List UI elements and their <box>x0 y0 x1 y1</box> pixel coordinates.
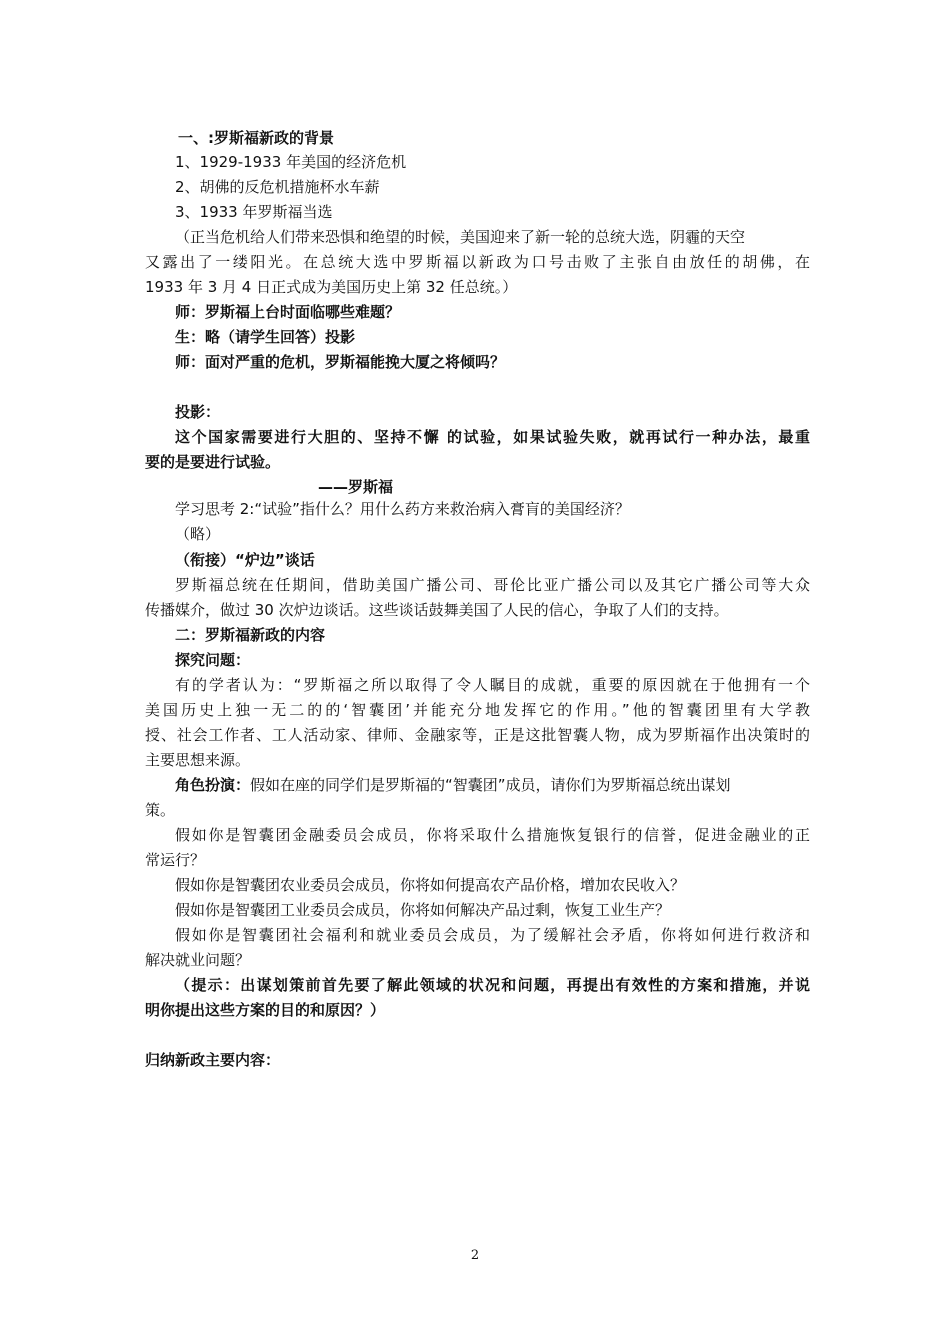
projection-label: 投影： <box>175 403 221 421</box>
page-number: 2 <box>470 1248 480 1263</box>
hint-line-1: （提示：出谋划策前首先要了解此领域的状况和问题，再提出有效性的方案和措施，并说 <box>175 976 810 994</box>
section1-note-line-2: 又露出了一缕阳光。在总统大选中罗斯福以新政为口号击败了主张自由放任的胡佛，在 <box>145 253 810 271</box>
fireside-text-line-1: 罗斯福总统在任期间，借助美国广播公司、哥伦比亚广播公司以及其它广播公司等大众 <box>175 576 810 594</box>
section1-title: 一、:罗斯福新政的背景 <box>178 129 334 147</box>
role-play-text: 假如在座的同学们是罗斯福的“智囊团”成员，请你们为罗斯福总统出谋划 <box>250 776 731 794</box>
welfare-question-line-2: 解决就业问题？ <box>145 951 251 969</box>
agriculture-question: 假如你是智囊团农业委员会成员，你将如何提高农产品价格，增加农民收入？ <box>175 876 686 894</box>
finance-question-line-2: 常运行？ <box>145 851 206 869</box>
fireside-text-line-2: 传播媒介，做过 30 次炉边谈话。这些谈话鼓舞美国了人民的信心，争取了人们的支持。 <box>145 601 729 619</box>
inquiry-label: 探究问题： <box>175 651 251 669</box>
student-answer: 生：略（请学生回答）投影 <box>175 328 356 346</box>
study-question-2: 学习思考 2:“试验”指什么？用什么药方来救治病入膏肓的美国经济？ <box>175 500 630 518</box>
scholar-quote-line-3: 授、社会工作者、工人活动家、律师、金融家等，正是这批智囊人物，成为罗斯福作出决策时的 <box>145 726 810 744</box>
role-play-line-1 <box>175 774 810 796</box>
role-play-line-2: 策。 <box>145 801 176 819</box>
quote-attribution: ——罗斯福 <box>318 478 394 496</box>
section1-item-1: 1、1929-1933 年美国的经济危机 <box>175 153 407 171</box>
section1-item-3: 3、1933 年罗斯福当选 <box>175 203 333 221</box>
teacher-question-2: 师：面对严重的危机，罗斯福能挽大厦之将倾吗？ <box>175 353 506 371</box>
finance-question-line-1: 假如你是智囊团金融委员会成员，你将采取什么措施恢复银行的信誉，促进金融业的正 <box>175 826 810 844</box>
hint-line-2: 明你提出这些方案的目的和原因？） <box>145 1001 386 1019</box>
scholar-quote-line-4: 主要思想来源。 <box>145 751 251 769</box>
welfare-question-line-1: 假如你是智囊团社会福利和就业委员会成员，为了缓解社会矛盾，你将如何进行救济和 <box>175 926 810 944</box>
fireside-chat-heading: （衔接）“炉边”谈话 <box>175 551 315 569</box>
section1-note-line-3: 1933 年 3 月 4 日正式成为美国历史上第 32 任总统。） <box>145 278 518 296</box>
section1-item-2: 2、胡佛的反危机措施杯水车薪 <box>175 178 380 196</box>
summary-label: 归纳新政主要内容： <box>145 1051 281 1069</box>
section2-title: 二：罗斯福新政的内容 <box>175 626 326 644</box>
study-answer: （略） <box>175 525 221 543</box>
section1-note-line-1: （正当危机给人们带来恐惧和绝望的时候，美国迎来了新一轮的总统大选，阴霾的天空 <box>175 228 746 246</box>
scholar-quote-line-2: 美国历史上独一无二的的‘智囊团’并能充分地发挥它的作用。”他的智囊团里有大学教 <box>145 701 810 719</box>
teacher-question-1: 师：罗斯福上台时面临哪些难题？ <box>175 303 401 321</box>
roosevelt-quote-line-2: 要的是要进行试验。 <box>145 453 281 471</box>
roosevelt-quote-line-1: 这个国家需要进行大胆的、坚持不懈 的试验，如果试验失败，就再试行一种办法，最重 <box>175 428 810 446</box>
industry-question: 假如你是智囊团工业委员会成员，你将如何解决产品过剩，恢复工业生产？ <box>175 901 671 919</box>
role-play-label: 角色扮演： <box>175 776 251 794</box>
scholar-quote-line-1: 有的学者认为：“罗斯福之所以取得了令人瞩目的成就，重要的原因就在于他拥有一个 <box>175 676 810 694</box>
